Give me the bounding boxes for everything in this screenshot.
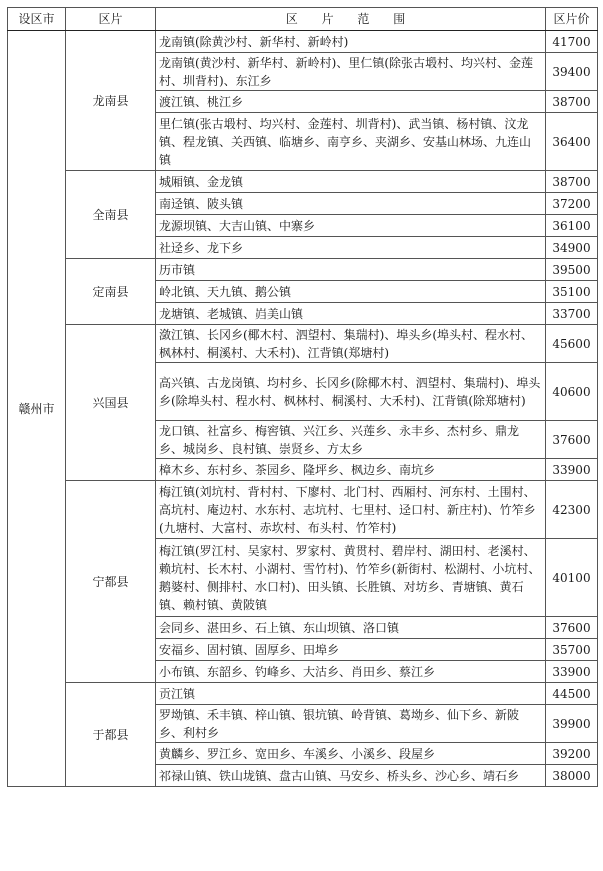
price-cell: 37200	[546, 193, 598, 215]
county-cell: 全南县	[66, 171, 156, 259]
price-cell: 35700	[546, 639, 598, 661]
range-cell: 龙南镇(除黄沙村、新华村、新岭村)	[156, 31, 546, 53]
range-cell: 社迳乡、龙下乡	[156, 237, 546, 259]
range-cell: 罗坳镇、禾丰镇、梓山镇、银坑镇、岭背镇、葛坳乡、仙下乡、新陂乡、利村乡	[156, 705, 546, 743]
city-cell: 赣州市	[8, 31, 66, 787]
range-cell: 安福乡、固村镇、固厚乡、田埠乡	[156, 639, 546, 661]
range-cell: 樟木乡、东村乡、茶园乡、隆坪乡、枫边乡、南坑乡	[156, 459, 546, 481]
range-cell: 龙源坝镇、大吉山镇、中寨乡	[156, 215, 546, 237]
price-cell: 38000	[546, 765, 598, 787]
range-cell: 祁禄山镇、铁山垅镇、盘古山镇、马安乡、桥头乡、沙心乡、靖石乡	[156, 765, 546, 787]
price-cell: 36100	[546, 215, 598, 237]
range-cell: 岭北镇、天九镇、鹅公镇	[156, 281, 546, 303]
price-cell: 39500	[546, 259, 598, 281]
price-cell: 38700	[546, 91, 598, 113]
price-cell: 37600	[546, 421, 598, 459]
range-cell: 南迳镇、陂头镇	[156, 193, 546, 215]
price-cell: 41700	[546, 31, 598, 53]
range-cell: 龙南镇(黄沙村、新华村、新岭村)、里仁镇(除张古塅村、均兴村、金莲村、圳背村)、东江乡	[156, 53, 546, 91]
price-cell: 39900	[546, 705, 598, 743]
range-cell: 里仁镇(张古塅村、均兴村、金莲村、圳背村)、武当镇、杨村镇、汶龙镇、程龙镇、关西镇、临塘乡、南亨乡、夹湖乡、安基山林场、九连山镇	[156, 113, 546, 171]
county-cell: 定南县	[66, 259, 156, 325]
range-cell: 城厢镇、金龙镇	[156, 171, 546, 193]
price-cell: 35100	[546, 281, 598, 303]
range-cell: 梅江镇(罗江村、吴家村、罗家村、黄贯村、碧岸村、湖田村、老溪村、赖坑村、长木村、小湖村、雪竹村)、竹笮乡(新街村、松湖村、小坑村、鹅婆村、侧排村、水口村)、田头镇、长胜镇、对坊乡、青塘镇、黄石镇、赖村镇、黄陂镇	[156, 539, 546, 617]
range-cell: 龙口镇、社富乡、梅窖镇、兴江乡、兴莲乡、永丰乡、杰村乡、鼎龙乡、城岗乡、良村镇、崇贤乡、方太乡	[156, 421, 546, 459]
range-cell: 小布镇、东韶乡、钓峰乡、大沽乡、肖田乡、蔡江乡	[156, 661, 546, 683]
range-cell: 梅江镇(刘坑村、背村村、下廖村、北门村、西厢村、河东村、土围村、高坑村、庵边村、水东村、志坑村、七里村、迳口村、新庄村)、竹笮乡(九塘村、大富村、赤坎村、布头村、竹笮村)	[156, 481, 546, 539]
header-city: 设区市	[8, 8, 66, 31]
table-body	[8, 31, 598, 787]
header-row	[8, 8, 598, 31]
county-cell: 宁都县	[66, 481, 156, 683]
table-row	[8, 31, 598, 53]
range-cell: 渡江镇、桃江乡	[156, 91, 546, 113]
table-row	[8, 259, 598, 281]
county-cell: 于都县	[66, 683, 156, 787]
price-cell: 39400	[546, 53, 598, 91]
range-cell: 历市镇	[156, 259, 546, 281]
price-table	[7, 7, 598, 787]
header-range: 区 片 范 围	[156, 8, 546, 31]
price-cell: 40600	[546, 363, 598, 421]
price-cell: 37600	[546, 617, 598, 639]
county-cell: 兴国县	[66, 325, 156, 481]
price-cell: 33700	[546, 303, 598, 325]
range-cell: 黄麟乡、罗江乡、宽田乡、车溪乡、小溪乡、段屋乡	[156, 743, 546, 765]
range-cell: 高兴镇、古龙岗镇、均村乡、长冈乡(除椰木村、泗望村、集瑞村)、埠头乡(除埠头村、程水村、枫林村、桐溪村、大禾村)、江背镇(除郑塘村)	[156, 363, 546, 421]
price-cell: 42300	[546, 481, 598, 539]
header-county: 区片	[66, 8, 156, 31]
county-cell: 龙南县	[66, 31, 156, 171]
range-cell: 贡江镇	[156, 683, 546, 705]
price-cell: 40100	[546, 539, 598, 617]
table-row	[8, 683, 598, 705]
price-cell: 38700	[546, 171, 598, 193]
table-row	[8, 325, 598, 363]
header-price: 区片价	[546, 8, 598, 31]
table-row	[8, 171, 598, 193]
price-cell: 45600	[546, 325, 598, 363]
range-cell: 潋江镇、长冈乡(椰木村、泗望村、集瑞村)、埠头乡(埠头村、程水村、枫林村、桐溪村、大禾村)、江背镇(郑塘村)	[156, 325, 546, 363]
price-cell: 36400	[546, 113, 598, 171]
price-cell: 33900	[546, 661, 598, 683]
range-cell: 龙塘镇、老城镇、岿美山镇	[156, 303, 546, 325]
price-cell: 34900	[546, 237, 598, 259]
price-cell: 44500	[546, 683, 598, 705]
range-cell: 会同乡、湛田乡、石上镇、东山坝镇、洛口镇	[156, 617, 546, 639]
table-row	[8, 481, 598, 539]
price-cell: 39200	[546, 743, 598, 765]
price-cell: 33900	[546, 459, 598, 481]
